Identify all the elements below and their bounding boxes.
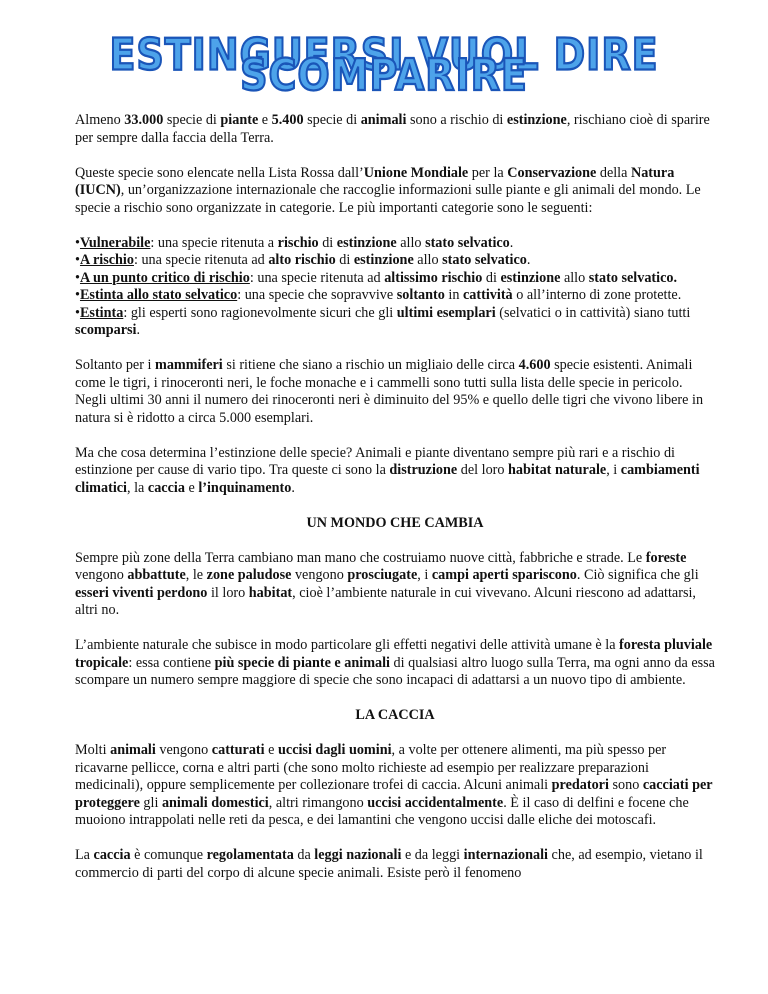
emphasis-text: Vulnerabile bbox=[79, 234, 151, 251]
document-title: ESTINGUERSI VUOL DIRE SCOMPARIRE bbox=[109, 29, 659, 100]
category-a-rischio: •A rischio: una specie ritenuta ad alto rischio di estinzione allo stato selvatico. bbox=[75, 252, 531, 268]
emphasis-text: cattività bbox=[463, 287, 513, 303]
emphasis-text: mammiferi bbox=[155, 357, 223, 373]
category-punto-critico: •A un punto critico di rischio: una specie ritenuta ad altissimo rischio di estinzione allo stato selvatico. bbox=[75, 269, 678, 286]
emphasis-text: Conservazione bbox=[507, 164, 597, 181]
paragraph-mammiferi: Soltanto per i mammiferi si ritiene che siano a rischio un migliaio delle circa 4.600 specie esistenti. Animali come le tigri, i rinoceronti neri, le foche monache e i cammelli sono tutti sulla lista delle specie in pericolo. Negli ultimi 30 anni il numero dei rinoceronti neri è diminuito del 95% e quello delle tigri che vivono libere in natura si è ridotto a circa 5.000 esemplari. bbox=[75, 357, 704, 426]
emphasis-text: stato selvatico bbox=[425, 234, 510, 251]
emphasis-text: ultimi esemplari bbox=[396, 304, 496, 321]
emphasis-text: catturati bbox=[211, 742, 265, 758]
emphasis-text: l’inquinamento bbox=[198, 479, 292, 496]
emphasis-text: foresta pluviale tropicale bbox=[75, 637, 713, 671]
emphasis-text: animali bbox=[360, 112, 407, 128]
emphasis-text: soltanto bbox=[396, 287, 445, 303]
emphasis-text: piante bbox=[220, 112, 259, 128]
emphasis-text: Natura (IUCN) bbox=[75, 164, 675, 198]
emphasis-text: cacciati per proteggere bbox=[75, 777, 713, 811]
emphasis-text: predatori bbox=[551, 777, 609, 793]
emphasis-text: habitat bbox=[248, 584, 293, 601]
emphasis-text: estinzione bbox=[353, 252, 414, 268]
emphasis-text: Estinta bbox=[79, 304, 124, 321]
emphasis-text: caccia bbox=[93, 847, 131, 863]
emphasis-text: Estinta allo stato selvatico bbox=[79, 287, 238, 303]
emphasis-text: scomparsi bbox=[75, 322, 137, 338]
emphasis-text: rischio bbox=[277, 234, 319, 251]
emphasis-text: stato selvatico bbox=[442, 252, 527, 268]
category-vulnerabile: •Vulnerabile: una specie ritenuta a rischio di estinzione allo stato selvatico. bbox=[75, 234, 514, 251]
emphasis-text: zone paludose bbox=[206, 567, 292, 583]
emphasis-text: altissimo rischio bbox=[384, 269, 483, 286]
emphasis-text: esseri viventi perdono bbox=[75, 584, 208, 601]
emphasis-text: estinzione bbox=[336, 234, 397, 251]
emphasis-text: prosciugate bbox=[347, 567, 418, 583]
emphasis-text: animali bbox=[110, 742, 156, 758]
emphasis-text: animali domestici bbox=[161, 794, 269, 811]
section-heading-caccia: LA CACCIA bbox=[355, 707, 435, 723]
emphasis-text: uccisi dagli uomini bbox=[278, 742, 392, 758]
paragraph-cause: Ma che cosa determina l’estinzione delle specie? Animali e piante diventano sempre più rari e a rischio di estinzione per cause di vario tipo. Tra queste ci sono la distruzione del loro habitat naturale, i cambiamenti climatici, la caccia e l’inquinamento. bbox=[75, 444, 700, 496]
emphasis-text: habitat naturale bbox=[508, 462, 607, 478]
emphasis-text: Unione Mondiale bbox=[363, 164, 469, 181]
emphasis-text: più specie di piante e animali bbox=[214, 654, 390, 671]
emphasis-text: 33.000 bbox=[124, 112, 164, 128]
emphasis-text: internazionali bbox=[463, 847, 548, 863]
category-estinta: •Estinta: gli esperti sono ragionevolmente sicuri che gli ultimi esemplari (selvatici o in cattività) siano tutti scomparsi. bbox=[75, 304, 691, 338]
title-container bbox=[0, 29, 768, 100]
emphasis-text: regolamentata bbox=[206, 847, 294, 863]
paragraph-caccia: Molti animali vengono catturati e uccisi dagli uomini, a volte per ottenere alimenti, ma più spesso per ricavarne pellicce, corna e altri parti (che sono molto richieste ad esempio per realizzare preparazioni medicinali), oppure semplicemente per collezionare trofei di caccia. Alcuni animali predatori sono cacciati per proteggere gli animali domestici, altri rimangono uccisi accidentalmente. È il caso di delfini e focene che muoiono intrappolati nelle reti da pesca, e dei lamantini che vengono uccisi dalle eliche dei motoscafi. bbox=[75, 742, 713, 828]
emphasis-text: distruzione bbox=[389, 462, 458, 478]
emphasis-text: foreste bbox=[645, 549, 687, 566]
emphasis-text: estinzione bbox=[500, 269, 561, 286]
emphasis-text: uccisi accidentalmente bbox=[367, 794, 504, 811]
emphasis-text: alto rischio bbox=[268, 252, 336, 268]
category-list bbox=[75, 235, 715, 340]
section-heading-mondo: UN MONDO CHE CAMBIA bbox=[306, 514, 484, 531]
emphasis-text: abbattute bbox=[127, 567, 186, 583]
document-body bbox=[75, 112, 715, 900]
emphasis-text: caccia bbox=[147, 479, 185, 496]
emphasis-text: A un punto critico di rischio bbox=[79, 269, 250, 286]
emphasis-text: stato selvatico. bbox=[588, 269, 678, 286]
emphasis-text: estinzione bbox=[506, 112, 567, 128]
paragraph-leggi: La caccia è comunque regolamentata da leggi nazionali e da leggi internazionali che, ad esempio, vietano il commercio di parti del corpo di alcune specie animali. Esiste però il fenomeno bbox=[75, 847, 703, 881]
emphasis-text: A rischio bbox=[79, 252, 134, 268]
emphasis-text: campi aperti spariscono bbox=[431, 567, 577, 583]
paragraph-intro: Almeno 33.000 specie di piante e 5.400 specie di animali sono a rischio di estinzione, rischiano cioè di sparire per sempre dalla faccia della Terra. bbox=[75, 112, 710, 146]
emphasis-text: 5.400 bbox=[271, 112, 304, 128]
emphasis-text: 4.600 bbox=[518, 357, 551, 373]
category-estinta-selvatico: •Estinta allo stato selvatico: una specie che sopravvive soltanto in cattività o all’interno di zone protette. bbox=[75, 287, 682, 303]
emphasis-text: cambiamenti climatici bbox=[75, 462, 700, 496]
paragraph-foresta: L’ambiente naturale che subisce in modo particolare gli effetti negativi delle attività umane è la foresta pluviale tropicale: essa contiene più specie di piante e animali di qualsiasi altro luogo sulla Terra, ma ogni anno da essa scompare un numero sempre maggiore di specie che sono incapaci di adattarsi a un nuovo tipo di ambiente. bbox=[75, 637, 715, 688]
emphasis-text: leggi nazionali bbox=[314, 847, 402, 863]
paragraph-habitat: Sempre più zone della Terra cambiano man mano che costruiamo nuove città, fabbriche e strade. Le foreste vengono abbattute, le zone paludose vengono prosciugate, i campi aperti spariscono. Ciò significa che gli esseri viventi perdono il loro habitat, cioè l’ambiente naturale in cui vivevano. Alcuni riescono ad adattarsi, altri no. bbox=[75, 549, 699, 618]
paragraph-iucn: Queste specie sono elencate nella Lista Rossa dall’Unione Mondiale per la Conservazione della Natura (IUCN), un’organizzazione internazionale che raccoglie informazioni sulle piante e gli animali del mondo. Le specie a rischio sono organizzate in categorie. Le più importanti categorie sono le seguenti: bbox=[75, 164, 701, 216]
